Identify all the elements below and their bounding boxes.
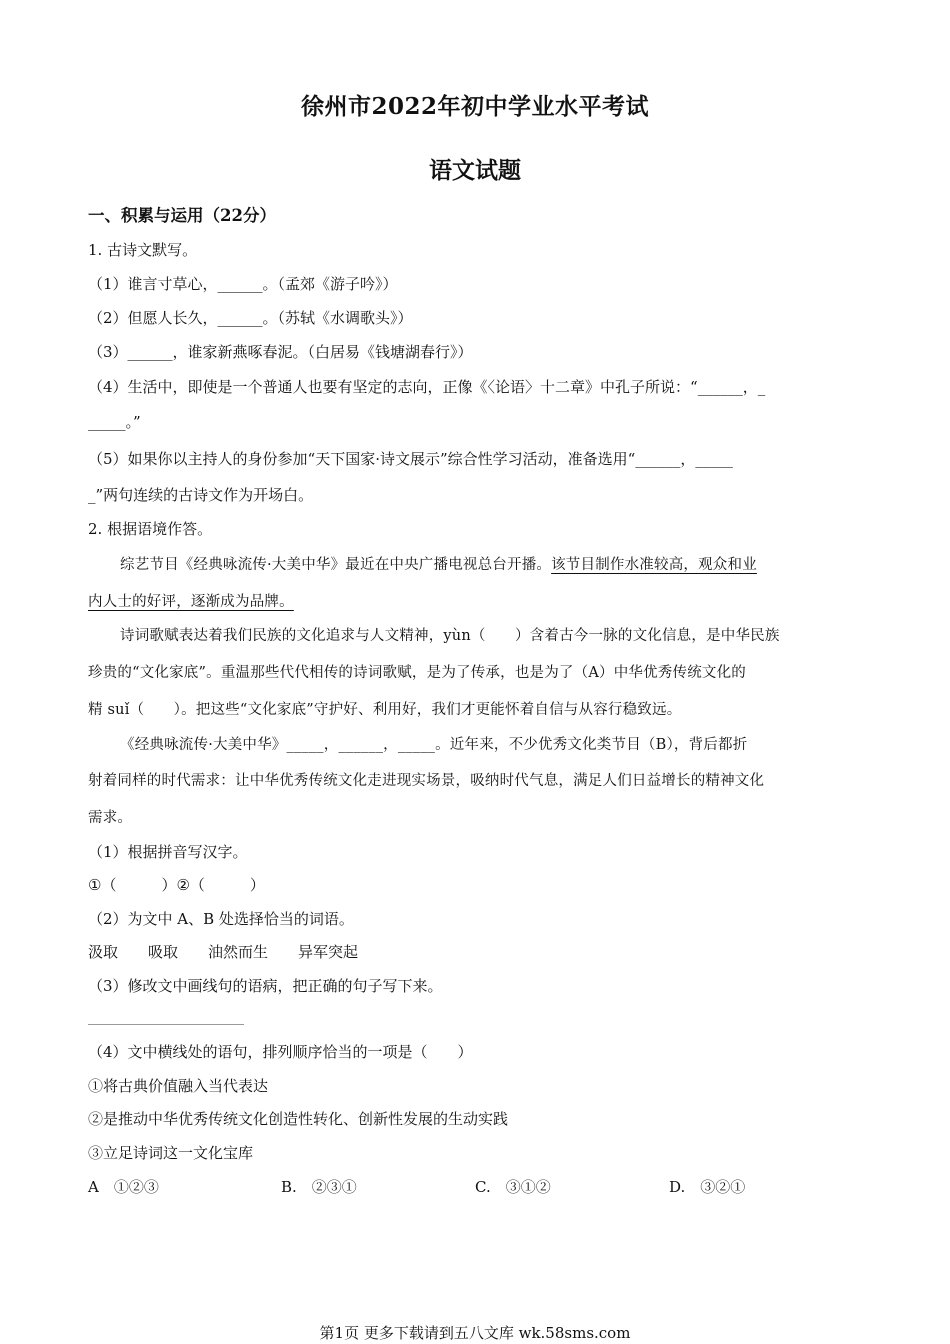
passage-paragraph-3-line-1: 《经典咏流传·大美中华》_____，______，_____。近年来，不少优秀文化类节目（B），背后都折 — [120, 737, 748, 753]
option-d: D. ③②① — [669, 1178, 746, 1196]
question-1-item-4-line-2: _____。” — [88, 413, 141, 431]
section-heading: 一、积累与运用（22分） — [88, 206, 276, 225]
question-1-item-2: （2）但愿人长久，______。（苏轼《水调歌头》） — [88, 309, 413, 327]
passage-paragraph-3-line-3: 需求。 — [88, 810, 133, 826]
passage-paragraph-2-line-3: 精 suǐ（ ）。把这些“文化家底”守护好、利用好，我们才更能怀着自信与从容行稳致远。 — [88, 702, 682, 718]
exam-subtitle: 语文试题 — [429, 157, 521, 184]
passage-paragraph-2-line-1: 诗词歌赋表达着我们民族的文化追求与人文精神，yùn（ ）含着古今一脉的文化信息，是中华民族 — [120, 628, 780, 644]
answer-line — [88, 1024, 244, 1025]
passage-paragraph-1-line-1 — [120, 555, 757, 575]
passage-paragraph-2-line-2: 珍贵的“文化家底”。重温那些代代相传的诗词歌赋，是为了传承，也是为了（A）中华优秀传统文化的 — [88, 665, 746, 681]
question-1-item-4-line-1: （4）生活中，即使是一个普通人也要有坚定的志向，正像《〈论语〉十二章》中孔子所说：“______，_ — [88, 378, 766, 396]
underlined-sentence: 该节目制作水准较高，观众和业 — [551, 557, 757, 573]
choice-clause-2: ②是推动中华优秀传统文化创造性转化、创新性发展的生动实践 — [88, 1110, 509, 1128]
page-footer: 第1页 更多下载请到五八文库 wk.58sms.com — [319, 1324, 631, 1342]
option-c: C. ③①② — [475, 1178, 551, 1196]
question-2-stem: 2. 根据语境作答。 — [88, 520, 213, 538]
question-1-item-5-line-1: （5）如果你以主持人的身份参加“天下国家·诗文展示”综合性学习活动，准备选用“______，_____ — [88, 450, 733, 468]
passage-text: 综艺节目《经典咏流传·大美中华》最近在中央广播电视总台开播。 — [120, 557, 552, 573]
option-a: A ①②③ — [88, 1178, 159, 1196]
sub-question-4: （4）文中横线处的语句，排列顺序恰当的一项是（ ） — [88, 1043, 473, 1061]
sub-question-1: （1）根据拼音写汉字。 — [88, 843, 248, 861]
sub-question-2: （2）为文中 A、B 处选择恰当的词语。 — [88, 910, 354, 928]
passage-paragraph-3-line-2: 射着同样的时代需求：让中华优秀传统文化走进现实场景，吸纳时代气息，满足人们日益增长的精神文化 — [88, 773, 765, 789]
choice-clause-1: ①将古典价值融入当代表达 — [88, 1077, 269, 1095]
choice-clause-3: ③立足诗词这一文化宝库 — [88, 1144, 254, 1162]
underlined-sentence-continued: 内人士的好评，逐渐成为品牌。 — [88, 594, 294, 610]
question-1-item-5-line-2: _”两句连续的古诗文作为开场白。 — [88, 486, 314, 504]
question-1-item-3: （3）______，谁家新燕啄春泥。（白居易《钱塘湖春行》） — [88, 343, 473, 361]
exam-title: 徐州市2022年初中学业水平考试 — [300, 93, 649, 120]
question-1-item-1: （1）谁言寸草心，______。（孟郊《游子吟》） — [88, 275, 398, 293]
question-1-stem: 1. 古诗文默写。 — [88, 241, 198, 259]
word-choices: 汲取 吸取 油然而生 异军突起 — [88, 943, 359, 961]
sub-question-1-blanks: ①（ ）②（ ） — [88, 876, 265, 894]
option-b: B. ②③① — [281, 1178, 357, 1196]
sub-question-3: （3）修改文中画线句的语病，把正确的句子写下来。 — [88, 977, 443, 995]
